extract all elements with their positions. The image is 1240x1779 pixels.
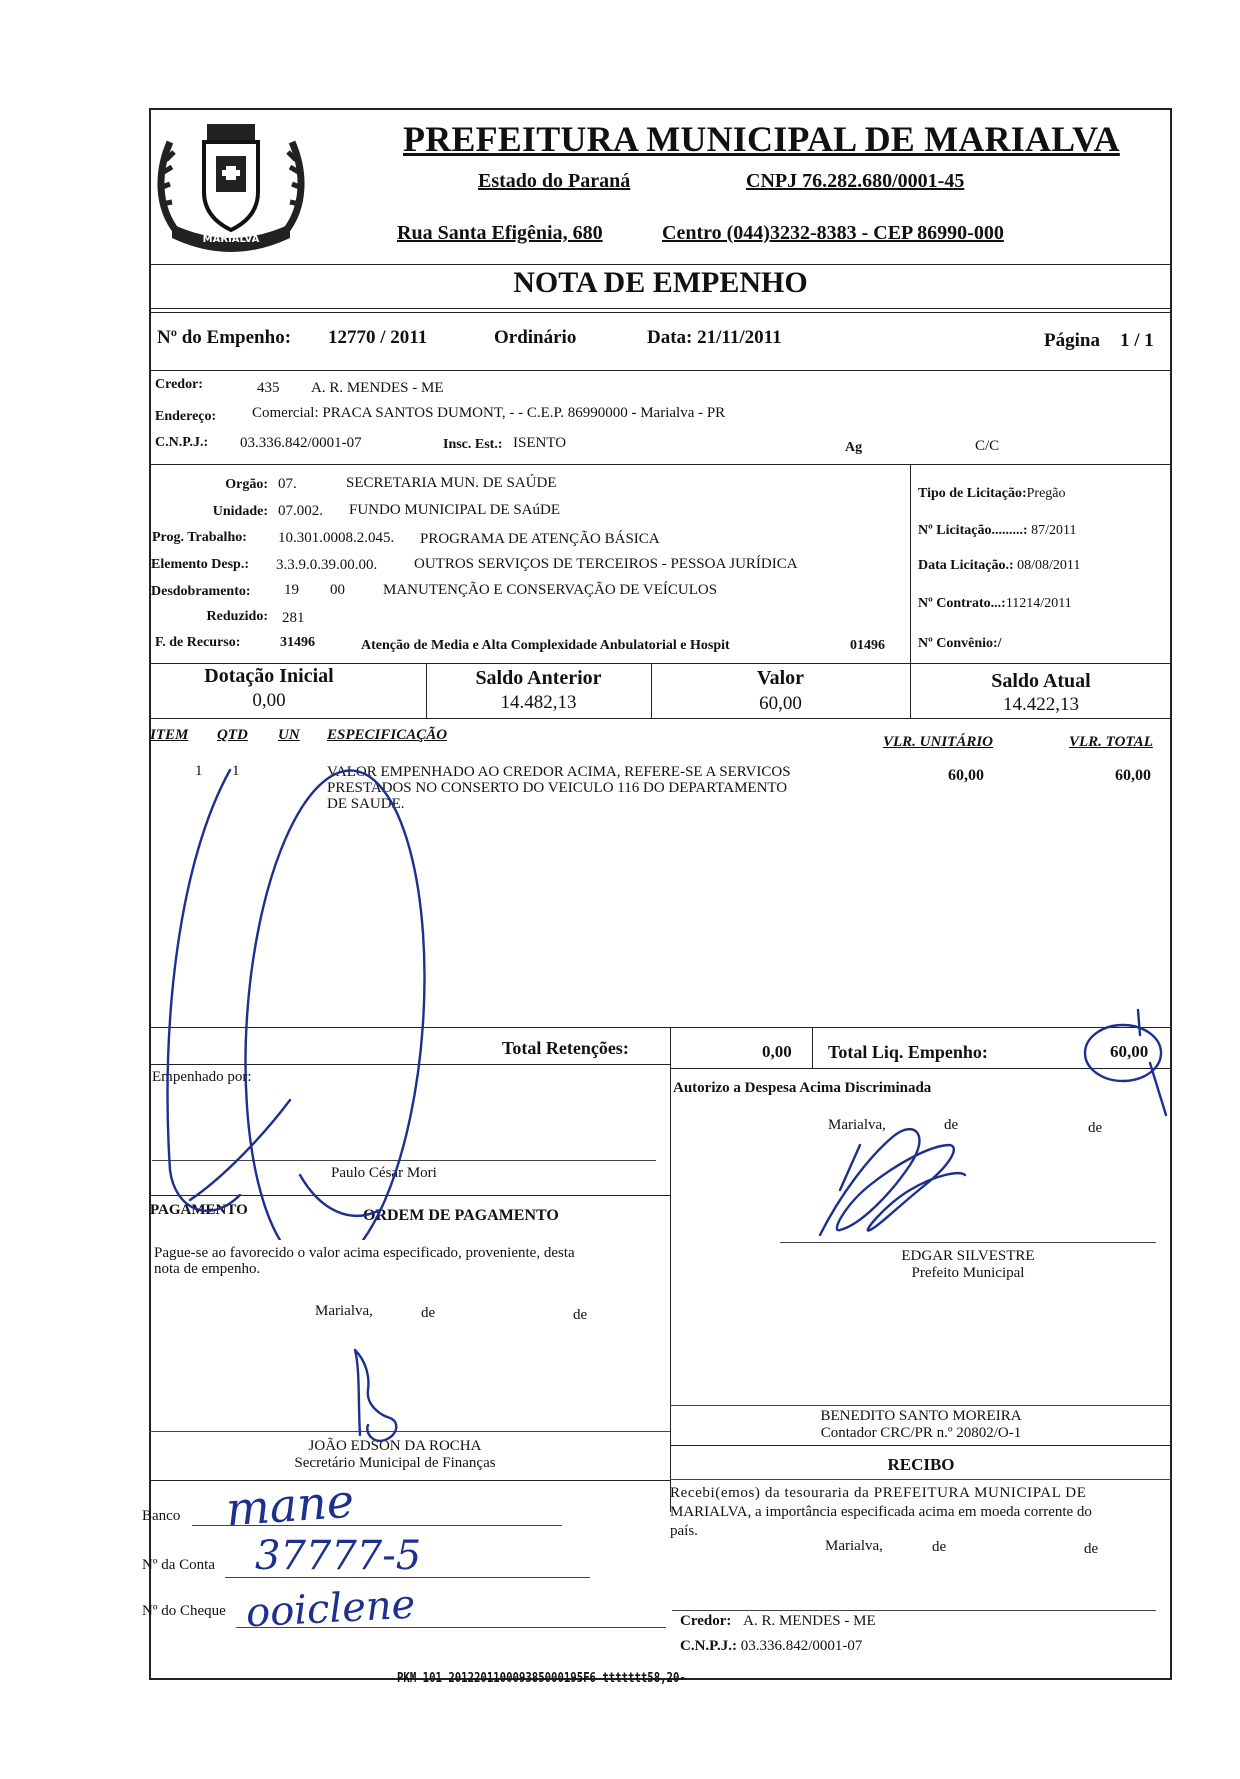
recibo-de2: de [1084,1541,1099,1557]
num-licitacao: Nº Licitação.........: 87/2011 [918,523,1077,538]
row-item: 1 [195,763,203,779]
autorizo-role: Prefeito Municipal [911,1265,1025,1281]
cnpj-label: C.N.P.J.: [155,435,209,450]
pagamento-name: JOÃO EDSON DA ROCHA [308,1438,482,1454]
fonte-code: 31496 [280,635,315,650]
data-licitacao: Data Licitação.: 08/08/2011 [918,558,1081,573]
num-convenio: Nº Convênio:/ [918,636,1002,651]
recibo-credor: Credor: A. R. MENDES - ME [680,1613,876,1629]
fonte-label: F. de Recurso: [155,635,241,650]
pagamento-de2: de [573,1307,588,1323]
credor-address: Comercial: PRACA SANTOS DUMONT, - - C.E.P. 86990000 - Marialva - PR [252,405,726,421]
empenho-number: 12770 / 2011 [328,327,428,348]
page-label: Página [1044,330,1100,351]
saldo-atual-label: Saldo Atual [991,670,1091,692]
valor-label: Valor [756,667,805,689]
header-cnpj: CNPJ 76.282.680/0001-45 [746,170,965,192]
cc-label: C/C [975,438,1000,454]
reduzido-label: Reduzido: [206,609,268,624]
orgao-code: 07. [278,476,297,492]
recibo-text: Recebi(emos) da tesouraria da PREFEITURA MUNICIPAL DE MARIALVA, a importância especificada acima em moeda corrente do país. [670,1485,1092,1539]
col-item: ITEM [150,727,189,743]
orgao-name: SECRETARIA MUN. DE SAÚDE [346,475,557,491]
retencoes-label: Total Retenções: [502,1038,629,1058]
row-unit-value: 60,00 [948,767,984,784]
ag-label: Ag [845,440,863,455]
num-contrato: Nº Contrato...:11214/2011 [918,596,1072,611]
municipal-crest-icon [152,112,310,262]
retencoes-value: 0,00 [762,1042,792,1061]
recibo-place: Marialva, [825,1538,883,1554]
col-qtd: QTD [217,727,248,743]
saldo-anterior-label: Saldo Anterior [475,667,602,689]
empenho-label: Nº do Empenho: [157,327,292,348]
desd-label: Desdobramento: [151,584,251,599]
prog-label: Prog. Trabalho: [152,530,247,545]
desd-name: MANUTENÇÃO E CONSERVAÇÃO DE VEÍCULOS [383,582,718,598]
header-title: PREFEITURA MUNICIPAL DE MARIALVA [403,119,1120,159]
autorizo-de2: de [1088,1120,1103,1136]
recibo-de1: de [932,1539,947,1555]
autorizo-label: Autorizo a Despesa Acima Discriminada [673,1080,932,1096]
prog-code: 10.301.0008.2.045. [278,530,395,546]
address-label: Endereço: [155,409,217,424]
reduzido-value: 281 [282,610,305,626]
cheque-handwritten: ooiclene [244,1581,417,1637]
liq-value: 60,00 [1110,1042,1149,1061]
doc-title: NOTA DE EMPENHO [513,266,808,299]
saldo-anterior-value: 14.482,13 [500,692,577,713]
fonte-num: 01496 [850,638,885,653]
credor-label: Credor: [155,377,203,392]
header-state: Estado do Paraná [478,170,631,192]
row-total-value: 60,00 [1115,767,1151,784]
liq-label: Total Liq. Empenho: [828,1042,988,1062]
pagamento-place: Marialva, [315,1303,373,1319]
pagamento-text: Pague-se ao favorecido o valor acima especificado, proveniente, desta nota de empenho. [154,1245,575,1277]
conta-handwritten: 37777-5 [255,1533,422,1579]
orgao-label: Orgão: [225,477,268,492]
page-number: 1 / 1 [1120,330,1154,351]
credor-code: 435 [257,380,280,396]
unidade-label: Unidade: [212,504,268,519]
col-un: UN [278,727,300,743]
autorizo-de1: de [944,1117,959,1133]
valor-value: 60,00 [759,693,802,714]
contador-role: Contador CRC/PR n.º 20802/O-1 [820,1425,1022,1441]
col-espec: ESPECIFICAÇÃO [327,727,448,743]
autorizo-name: EDGAR SILVESTRE [901,1248,1035,1264]
col-vlr-total: VLR. TOTAL [1069,734,1153,750]
unidade-name: FUNDO MUNICIPAL DE SAúDE [349,502,560,518]
dotacao-value: 0,00 [252,690,286,711]
elem-name: OUTROS SERVIÇOS DE TERCEIROS - PESSOA JURÍDICA [414,556,798,572]
col-vlr-unit: VLR. UNITÁRIO [883,734,994,750]
pagamento-de1: de [421,1305,436,1321]
empenho-date: Data: 21/11/2011 [647,327,782,348]
dotacao-label: Dotação Inicial [204,665,334,687]
empenho-type: Ordinário [494,327,577,348]
saldo-atual-value: 14.422,13 [1003,694,1079,715]
prog-name: PROGRAMA DE ATENÇÃO BÁSICA [420,531,660,547]
cheque-label: Nº do Cheque [142,1603,226,1619]
autorizo-place: Marialva, [828,1117,886,1133]
credor-name: A. R. MENDES - ME [311,380,444,396]
desd-b: 00 [330,582,345,598]
banco-label: Banco [142,1508,181,1524]
pagamento-role: Secretário Municipal de Finanças [294,1455,496,1471]
elem-label: Elemento Desp.: [151,557,249,572]
tipo-licitacao: Tipo de Licitação:Pregão [918,486,1066,501]
elem-code: 3.3.9.0.39.00.00. [276,557,378,573]
empenhado-name: Paulo César Mori [331,1165,437,1181]
credor-insc: ISENTO [513,435,567,451]
recibo-cnpj: C.N.P.J.: 03.336.842/0001-07 [680,1638,863,1654]
banco-handwritten: mane [224,1473,356,1537]
desd-a: 19 [284,582,299,598]
footer-barcode-text: PKM 101 201220110009385000195F6 ttttttt58,20- [397,1671,686,1686]
conta-label: Nº da Conta [142,1557,215,1573]
contador-name: BENEDITO SANTO MOREIRA [820,1408,1022,1424]
pagamento-label: PAGAMENTO [150,1202,248,1218]
row-qtd: 1 [232,763,240,779]
svg-text:MARIALVA: MARIALVA [202,234,260,245]
recibo-title: RECIBO [887,1455,955,1474]
fonte-name: Atenção de Media e Alta Complexidade Anbulatorial e Hospit [361,638,730,653]
empenhado-label: Empenhado por: [152,1069,252,1085]
credor-cnpj: 03.336.842/0001-07 [240,435,362,451]
unidade-code: 07.002. [278,503,323,519]
pagamento-title: ORDEM DE PAGAMENTO [363,1207,559,1224]
insc-label: Insc. Est.: [443,437,503,452]
header-contact: Centro (044)3232-8383 - CEP 86990-000 [662,222,1004,244]
row-description: VALOR EMPENHADO AO CREDOR ACIMA, REFERE-SE A SERVICOS PRESTADOS NO CONSERTO DO VEICULO 116 DO DEPARTAMENTO DE SAUDE. [327,764,791,812]
header-address: Rua Santa Efigênia, 680 [397,222,603,244]
